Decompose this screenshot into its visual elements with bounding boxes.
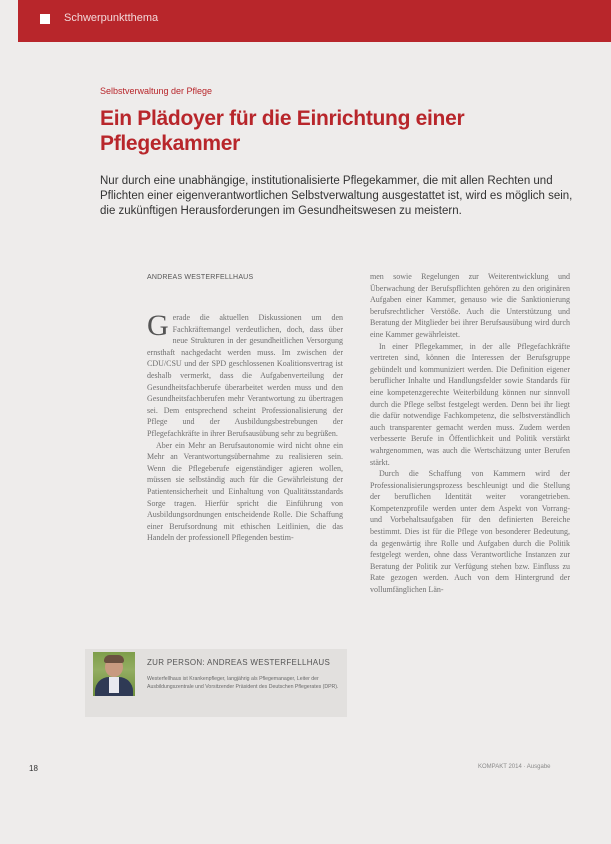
- drop-cap: G: [147, 309, 169, 342]
- author-bio-box: [85, 649, 347, 717]
- article-column-right: [370, 271, 570, 596]
- paragraph-text: erade die aktuellen Diskussionen um den Fachkräftemangel verdeutlichen, doch, dass über neue Strukturen in der gesundheitlichen Versorgung ernsthaft nachgedacht werden muss. Im zwischen der CDU/CSU und der SPD geschlossenen Koalitionsvertrag ist deshalb vermerkt, dass die Aufgabenverteilung der Gesundheitsfachberufe überarbeitet werden muss und den Gesundheitsfachberufen mehr Verantwortung zu übertragen sei. Dem entsprechend scheint Professionalisierung der Pflege und der Ausbildungsbestrebungen der Pflegefachkräfte in ihrer Berufsausübung sehr zu begrüßen.: [147, 313, 343, 438]
- article-column-left: [147, 309, 343, 544]
- article-headline: Ein Plädoyer für die Einrichtung einer Pflegekammer: [100, 107, 465, 155]
- section-square-icon: [40, 14, 50, 24]
- footer-issue: KOMPAKT 2014 · Ausgabe: [478, 764, 551, 770]
- paragraph: men sowie Regelungen zur Weiterentwicklung und Überwachung der Berufspflichten gehören zu den originären Aufgaben einer Kammer, genauso wie die Sanktionierung berufsrechtlicher Verstöße. Auch die Unterstützung und Beratung der Mitglieder bei ihrer Berufsausübung wird durch eine Kammer gewährleistet.: [370, 272, 570, 339]
- author-photo: [93, 652, 135, 696]
- page-number: 18: [29, 764, 38, 773]
- paragraph: Durch die Schaffung von Kammern wird der Professionalisierungsprozess beschleunigt und die Stellung der beruflichen Identität weiter vorangetrieben. Kompetenzprofile werden unter dem Aspekt von Vorrang- und Vorbehaltsaufgaben für den definierten Bereiche bestimmt. Dies ist für die Pflege von besonderer Bedeutung, da gegenwärtig ihre Rolle und Aufgaben durch die Politik festgelegt werden, ohne dass Verantwortliche Instanzen zur Beratung der Politik zur Verfügung stehen bzw. Einfluss zu Rate gezogen werden. Auch von dem Hintergrund der vollumfänglichen Län-: [370, 469, 570, 595]
- article-kicker: Selbstverwaltung der Pflege: [100, 86, 213, 96]
- paragraph: [147, 309, 343, 440]
- article-lead: Nur durch eine unabhängige, institutionalisierte Pflegekammer, die mit allen Rechten und Pflichten einer eigenverantwortlichen Selbstverwaltung ausgestattet ist, wird es möglich sein, die zukünftigen Herausforderungen im Gesundheitswesen zu meistern.: [100, 175, 573, 217]
- article-author: ANDREAS WESTERFELLHAUS: [147, 274, 254, 281]
- section-header-bar: [18, 0, 611, 42]
- bio-text: Westerfellhaus ist Krankenpfleger, langjährig als Pflegemanager, Leiter der Ausbildungszentrale und Vorsitzender Präsident des Deutschen Pflegerates (DPR).: [147, 676, 339, 690]
- paragraph: In einer Pflegekammer, in der alle Pflegefachkräfte vertreten sind, können die Interessen der Berufsgruppe gebündelt und kommuniziert werden. Die Definition eigener beruflicher Inhalte und Handlungsfelder sowie Standards für eine kompetenzgerechte Weiterbildung können nur sinnvoll durch die Pflege selbst festgelegt werden. Denn bei ihr liegt die dafür notwendige Fachkompetenz, die selbstverständlich auch transparenter gemacht werden muss. Zudem werden verbesserte Berufe in Öffentlichkeit und Politik verstärkt wahrgenommen, was auch die Wertschätzung unter Berufen stärkt.: [370, 341, 570, 467]
- bio-title: ZUR PERSON: ANDREAS WESTERFELLHAUS: [147, 658, 331, 667]
- section-label: Schwerpunktthema: [64, 12, 159, 24]
- paragraph: Aber ein Mehr an Berufsautonomie wird nicht ohne ein Mehr an Verantwortungsübernahme zu realisieren sein. Wenn die Pflegeberufe eigenständiger agieren wollen, müssen sie selbständig auch für die Gewährleistung der Patientensicherheit und Einhaltung von Qualitätsstandards Sorge tragen. Hierfür spricht die Einführung von Ausbildungsordnungen entscheidende Rolle. Die Schaffung einer Berufsordnung mit ethischen Leitlinien, die das Handeln der professionell Pflegenden bestim-: [147, 440, 343, 543]
